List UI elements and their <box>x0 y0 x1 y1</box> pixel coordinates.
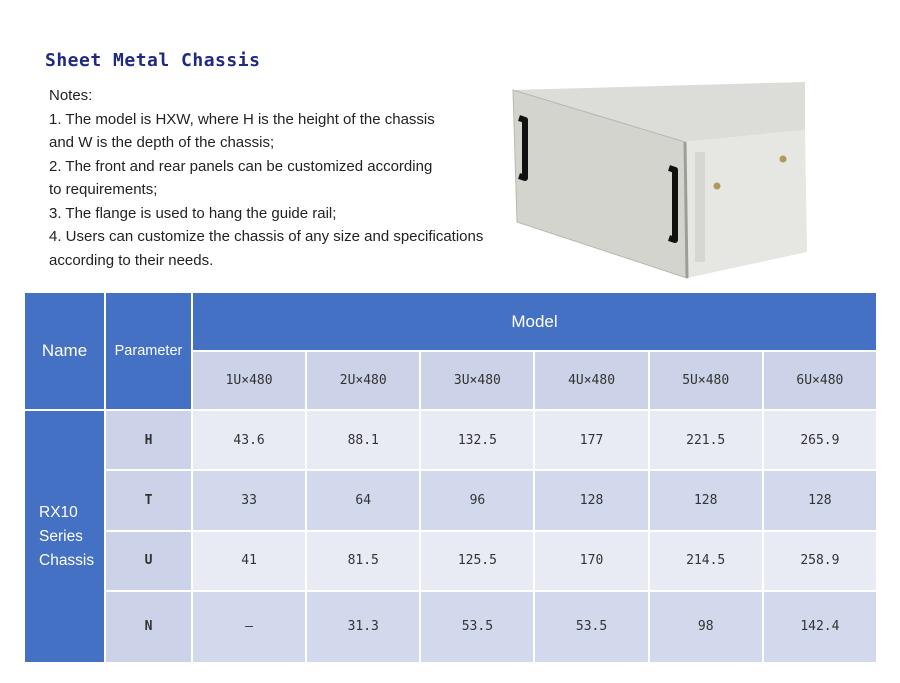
table-cell: 170 <box>535 532 647 590</box>
table-cell: 258.9 <box>764 532 876 590</box>
note-line: according to their needs. <box>49 251 214 269</box>
note-line: 3. The flange is used to hang the guide rail; <box>49 204 337 222</box>
parameter-name: N <box>106 592 191 662</box>
table-cell: 128 <box>650 471 762 529</box>
parameter-header: Parameter <box>106 293 191 409</box>
table-cell: 53.5 <box>421 592 533 662</box>
page-title: Sheet Metal Chassis <box>45 50 261 71</box>
table-cell: 221.5 <box>650 411 762 469</box>
table-cell: 81.5 <box>307 532 419 590</box>
table-cell: 214.5 <box>650 532 762 590</box>
table-cell: 41 <box>193 532 305 590</box>
notes-heading: Notes: <box>49 87 93 104</box>
table-cell: 265.9 <box>764 411 876 469</box>
table-cell: 128 <box>764 471 876 529</box>
note-line: and W is the depth of the chassis; <box>49 134 275 151</box>
model-column-header: 3U×480 <box>421 352 533 409</box>
note-line: to requirements; <box>49 181 158 198</box>
table-cell: — <box>193 592 305 662</box>
notes-block <box>49 84 549 272</box>
table-cell: 177 <box>535 411 647 469</box>
table-cell: 88.1 <box>307 411 419 469</box>
table-cell: 43.6 <box>193 411 305 469</box>
model-column-header: 5U×480 <box>650 352 762 409</box>
name-header: Name <box>25 293 104 409</box>
series-line: Series <box>39 527 83 545</box>
table-cell: 98 <box>650 592 762 662</box>
series-line: Chassis <box>39 551 95 569</box>
note-line: 1. The model is HXW, where H is the height of the chassis <box>49 110 435 128</box>
table-cell: 142.4 <box>764 592 876 662</box>
model-column-header: 1U×480 <box>193 352 305 409</box>
table-cell: 31.3 <box>307 592 419 662</box>
model-header: Model <box>193 293 876 350</box>
table-cell: 33 <box>193 471 305 529</box>
table-cell: 53.5 <box>535 592 647 662</box>
table-cell: 64 <box>307 471 419 529</box>
model-column-header: 4U×480 <box>535 352 647 409</box>
series-line: RX10 <box>39 503 78 521</box>
note-line: 4. Users can customize the chassis of any size and specifications <box>49 228 484 245</box>
chassis-product-image <box>505 82 815 282</box>
parameter-name: T <box>106 471 191 529</box>
table-cell: 132.5 <box>421 411 533 469</box>
spec-table <box>23 291 878 664</box>
parameter-name: H <box>106 411 191 469</box>
table-cell: 96 <box>421 471 533 529</box>
model-column-header: 2U×480 <box>307 352 419 409</box>
table-cell: 125.5 <box>421 532 533 590</box>
series-label <box>25 411 104 662</box>
parameter-name: U <box>106 532 191 590</box>
table-cell: 128 <box>535 471 647 529</box>
model-column-header: 6U×480 <box>764 352 876 409</box>
note-line: 2. The front and rear panels can be customized according <box>49 157 433 175</box>
